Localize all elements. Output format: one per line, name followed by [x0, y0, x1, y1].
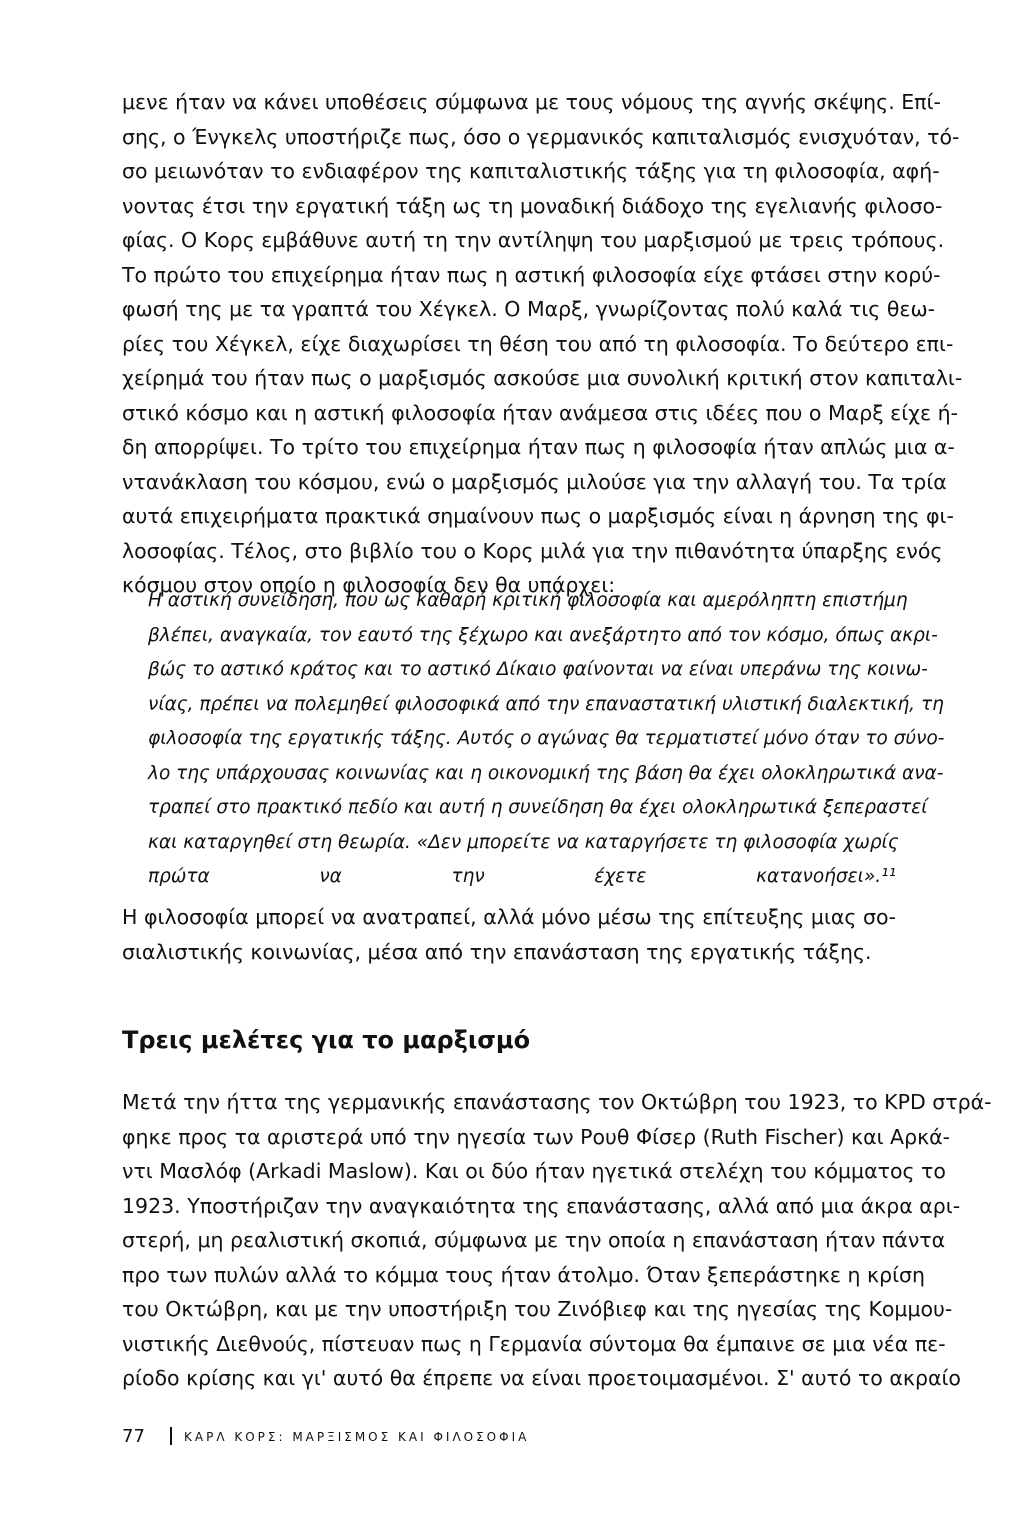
text-line: Μετά την ήττα της γερμανικής επανάστασης τον Οκτώβρη του 1923, το KPD στρά-: [122, 1090, 992, 1114]
running-title: ΚΑΡΛ ΚΟΡΣ: ΜΑΡΞΙΣΜΟΣ ΚΑΙ ΦΙΛΟΣΟΦΙΑ: [184, 1430, 530, 1444]
text-line: φίας. Ο Κορς εμβάθυνε αυτή τη την αντίληψη του μαρξισμού με τρεις τρόπους.: [122, 228, 945, 252]
text-line: ρίες του Χέγκελ, είχε διαχωρίσει τη θέση του από τη φιλοσοφία. Το δεύτερο επι-: [122, 331, 954, 356]
text-line: δη απορρίψει. Το τρίτο του επιχείρημα ήταν πως η φιλοσοφία ήταν απλώς μια α-: [122, 435, 955, 459]
text-line: στερή, μη ρεαλιστική σκοπιά, σύμφωνα με την οποία η επανάσταση ήταν πάντα: [122, 1228, 946, 1252]
quote-line: τραπεί στο πρακτικό πεδίο και αυτή η συνείδηση θα έχει ολοκληρωτικά ξεπεραστεί: [148, 797, 928, 818]
text-line: σιαλιστικής κοινωνίας, μέσα από την επανάσταση της εργατικής τάξης.: [122, 939, 872, 964]
text-line: φηκε προς τα αριστερά υπό την ηγεσία των Ρουθ Φίσερ (Ruth Fischer) και Αρκά-: [122, 1124, 951, 1149]
text-line: χείρημά του ήταν πως ο μαρξισμός ασκούσε μια συνολική κριτική στον καπιταλι-: [122, 366, 963, 390]
text-line: νιστικής Διεθνούς, πίστευαν πως η Γερμανία σύντομα θα έμπαινε σε μια νέα πε-: [122, 1331, 946, 1356]
text-line: αυτά επιχειρήματα πρακτικά σημαίνουν πως ο μαρξισμός είναι η άρνηση της φι-: [122, 504, 954, 528]
page-number: 77: [122, 1426, 145, 1447]
text-line: κόσμου στον οποίο η φιλοσοφία δεν θα υπάρχει:: [122, 573, 616, 597]
text-line: στικό κόσμο και η αστική φιλοσοφία ήταν ανάμεσα στις ιδέες που ο Μαρξ είχε ή-: [122, 400, 958, 425]
text-line: προ των πυλών αλλά το κόμμα τους ήταν άτολμο. Όταν ξεπεράστηκε η κρίση: [122, 1262, 926, 1287]
text-line: 1923. Υποστήριζαν την αναγκαιότητα της επανάστασης, αλλά από μια άκρα αρι-: [122, 1193, 961, 1218]
text-line: μενε ήταν να κάνει υποθέσεις σύμφωνα με τους νόμους της αγνής σκέψης. Επί-: [122, 90, 941, 114]
quote-line: φιλοσοφία της εργατικής τάξης. Αυτός ο αγώνας θα τερματιστεί μόνο όταν το σύνο-: [148, 728, 945, 749]
quote-line: βλέπει, αναγκαία, τον εαυτό της ξέχωρο και ανεξάρτητο από τον κόσμο, όπως ακρι-: [148, 624, 938, 646]
text-line: ντανάκλαση του κόσμου, ενώ ο μαρξισμός μιλούσε για την αλλαγή του. Τα τρία: [122, 469, 947, 494]
text-line: ρίοδο κρίσης και γι' αυτό θα έπρεπε να είναι προετοιμασμένοι. Σ' αυτό το ακραίο: [122, 1366, 961, 1390]
quote-line: λο της υπάρχουσας κοινωνίας και η οικονομική της βάση θα έχει ολοκληρωτικά ανα-: [148, 762, 944, 784]
text-line: λοσοφίας. Τέλος, στο βιβλίο του ο Κορς μιλά για την πιθανότητα ύπαρξης ενός: [122, 538, 943, 563]
text-line: Η φιλοσοφία μπορεί να ανατραπεί, αλλά μόνο μέσω της επίτευξης μιας σο-: [122, 905, 896, 929]
quote-line: και καταργηθεί στη θεωρία. «Δεν μπορείτε να καταργήσετε τη φιλοσοφία χωρίς: [148, 831, 899, 853]
text-line: νοντας έτσι την εργατική τάξη ως τη μοναδική διάδοχο της εγελιανής φιλοσο-: [122, 193, 943, 218]
quote-line: Η αστική συνείδηση, που ως καθαρή κριτική φιλοσοφία και αμερόληπτη επιστήμη: [148, 590, 908, 611]
text-line: ντι Μασλόφ (Arkadi Maslow). Και οι δύο ήταν ηγετικά στελέχη του κόμματος το: [122, 1159, 946, 1183]
quote-line: νίας, πρέπει να πολεμηθεί φιλοσοφικά από την επαναστατική υλιστική διαλεκτική, τη: [148, 693, 944, 715]
text-line: σης, ο Ένγκελς υποστήριζε πως, όσο ο γερμανικός καπιταλισμός ενισχυόταν, τό-: [122, 124, 960, 149]
text-line: φωσή της με τα γραπτά του Χέγκελ. Ο Μαρξ, γνωρίζοντας πολύ καλά τις θεω-: [122, 297, 936, 321]
text-line: Το πρώτο του επιχείρημα ήταν πως η αστική φιλοσοφία είχε φτάσει στην κορύ-: [122, 262, 941, 287]
text-line: του Οκτώβρη, και με την υποστήριξη του Ζινόβιεφ και της ηγεσίας της Κομμου-: [122, 1297, 953, 1321]
page-footer: [122, 1420, 529, 1454]
section-heading: Τρεις μελέτες για το μαρξισμό: [122, 1026, 531, 1054]
text-line: σο μειωνόταν το ενδιαφέρον της καπιταλιστικής τάξης για τη φιλοσοφία, αφή-: [122, 159, 940, 183]
quote-line: πρώτα να την έχετε κατανοήσει».¹¹: [148, 866, 896, 887]
quote-line: βώς το αστικό κράτος και το αστικό Δίκαιο φαίνονται να είναι υπεράνω της κοινω-: [148, 659, 928, 680]
footer-divider: [170, 1427, 172, 1445]
